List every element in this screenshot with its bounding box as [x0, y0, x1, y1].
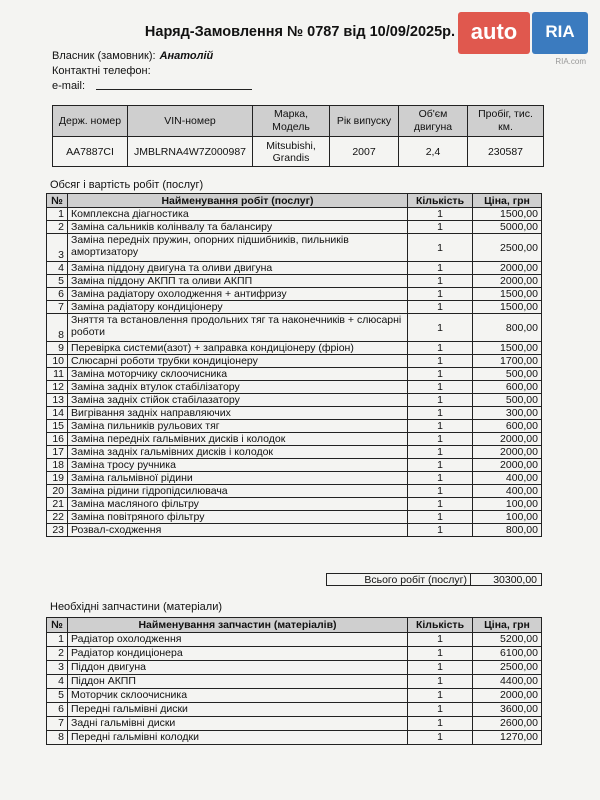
logo-subtext: RIA.com	[555, 57, 586, 66]
works-col-number: №	[47, 194, 68, 208]
row-name: Передні гальмівні колодки	[68, 731, 408, 745]
works-total-label: Всього робіт (послуг)	[326, 573, 471, 586]
parts-table-body	[47, 633, 542, 745]
row-price: 1500,00	[473, 288, 542, 301]
row-price: 300,00	[473, 407, 542, 420]
table-row	[47, 221, 542, 234]
vehicle-header-row	[53, 106, 544, 137]
plate-value: AA7887CI	[53, 137, 128, 167]
row-quantity: 1	[408, 234, 473, 262]
parts-col-qty: Кількість	[408, 618, 473, 633]
row-number: 13	[47, 394, 68, 407]
row-name: Радіатор кондиціонера	[68, 647, 408, 661]
row-price: 1270,00	[473, 731, 542, 745]
row-name: Заміна масляного фільтру	[68, 498, 408, 511]
parts-section-title: Необхідні запчастини (матеріали)	[50, 601, 223, 613]
row-quantity: 1	[408, 661, 473, 675]
parts-table	[46, 617, 542, 745]
table-row	[47, 647, 542, 661]
col-make-model: Марка, Модель	[253, 106, 330, 137]
row-name: Заміна задніх втулок стабілізатору	[68, 381, 408, 394]
row-quantity: 1	[408, 301, 473, 314]
col-mileage: Пробіг, тис. км.	[468, 106, 544, 137]
row-quantity: 1	[408, 314, 473, 342]
year-value: 2007	[330, 137, 399, 167]
row-price: 100,00	[473, 498, 542, 511]
row-quantity: 1	[408, 342, 473, 355]
logo-auto-part: auto	[458, 12, 530, 54]
row-name: Заміна рідини гідропідсилювача	[68, 485, 408, 498]
table-row	[47, 731, 542, 745]
row-price: 400,00	[473, 485, 542, 498]
table-row	[47, 342, 542, 355]
row-price: 400,00	[473, 472, 542, 485]
row-name: Заміна гальмівної рідини	[68, 472, 408, 485]
row-quantity: 1	[408, 511, 473, 524]
row-number: 10	[47, 355, 68, 368]
row-quantity: 1	[408, 647, 473, 661]
row-price: 100,00	[473, 511, 542, 524]
row-number: 8	[47, 314, 68, 342]
table-row	[47, 420, 542, 433]
vehicle-info-table	[52, 105, 544, 167]
table-row	[47, 524, 542, 537]
row-quantity: 1	[408, 381, 473, 394]
vin-value: JMBLRNA4W7Z000987	[128, 137, 253, 167]
table-row	[47, 675, 542, 689]
row-name: Заміна радіатору охолодження + антифризу	[68, 288, 408, 301]
col-plate: Держ. номер	[53, 106, 128, 137]
row-name: Заміна задніх стійок стабілазатору	[68, 394, 408, 407]
row-price: 5200,00	[473, 633, 542, 647]
table-row	[47, 381, 542, 394]
row-number: 9	[47, 342, 68, 355]
row-number: 8	[47, 731, 68, 745]
row-quantity: 1	[408, 420, 473, 433]
row-number: 19	[47, 472, 68, 485]
email-field	[52, 80, 85, 92]
logo-ria-part: RIA	[532, 12, 588, 54]
row-price: 2000,00	[473, 433, 542, 446]
row-number: 7	[47, 717, 68, 731]
table-row	[47, 407, 542, 420]
row-quantity: 1	[408, 485, 473, 498]
works-col-qty: Кількість	[408, 194, 473, 208]
row-price: 2000,00	[473, 459, 542, 472]
table-row	[47, 314, 542, 342]
table-row	[47, 689, 542, 703]
row-price: 2000,00	[473, 275, 542, 288]
row-name: Розвал-сходження	[68, 524, 408, 537]
row-quantity: 1	[408, 221, 473, 234]
row-name: Комплексна діагностика	[68, 208, 408, 221]
row-price: 600,00	[473, 381, 542, 394]
table-row	[47, 511, 542, 524]
row-name: Заміна передніх пружин, опорних підшибників, пильників амортизатору	[68, 234, 408, 262]
row-price: 1700,00	[473, 355, 542, 368]
row-name: Заміна сальників колінвалу та балансиру	[68, 221, 408, 234]
table-row	[47, 703, 542, 717]
row-number: 16	[47, 433, 68, 446]
table-row	[47, 288, 542, 301]
row-price: 600,00	[473, 420, 542, 433]
row-number: 3	[47, 234, 68, 262]
row-price: 2000,00	[473, 262, 542, 275]
phone-field	[52, 65, 151, 77]
row-price: 1500,00	[473, 342, 542, 355]
row-quantity: 1	[408, 498, 473, 511]
row-name: Радіатор охолодження	[68, 633, 408, 647]
email-label: e-mail:	[52, 80, 86, 92]
row-name: Заміна передніх гальмівних дисків і колодок	[68, 433, 408, 446]
row-number: 6	[47, 288, 68, 301]
row-quantity: 1	[408, 288, 473, 301]
works-col-name: Найменування робіт (послуг)	[68, 194, 408, 208]
works-table	[46, 193, 542, 537]
row-quantity: 1	[408, 689, 473, 703]
row-quantity: 1	[408, 446, 473, 459]
parts-col-price: Ціна, грн	[473, 618, 542, 633]
row-number: 15	[47, 420, 68, 433]
row-quantity: 1	[408, 717, 473, 731]
mileage-value: 230587	[468, 137, 544, 167]
row-price: 500,00	[473, 368, 542, 381]
engine-value: 2,4	[399, 137, 468, 167]
table-row	[47, 661, 542, 675]
vehicle-value-row	[53, 137, 544, 167]
row-number: 3	[47, 661, 68, 675]
table-row	[47, 472, 542, 485]
table-row	[47, 275, 542, 288]
table-row	[47, 208, 542, 221]
row-number: 14	[47, 407, 68, 420]
row-number: 1	[47, 633, 68, 647]
col-vin: VIN-номер	[128, 106, 253, 137]
table-row	[47, 394, 542, 407]
row-number: 4	[47, 675, 68, 689]
works-table-body	[47, 208, 542, 537]
row-number: 18	[47, 459, 68, 472]
row-price: 1500,00	[473, 301, 542, 314]
table-row	[47, 234, 542, 262]
table-row	[47, 717, 542, 731]
table-row	[47, 485, 542, 498]
row-number: 20	[47, 485, 68, 498]
row-name: Вигрівання задніх направляючих	[68, 407, 408, 420]
row-quantity: 1	[408, 731, 473, 745]
works-section-title: Обсяг і вартість робіт (послуг)	[50, 179, 204, 191]
row-quantity: 1	[408, 472, 473, 485]
row-number: 4	[47, 262, 68, 275]
table-row	[47, 301, 542, 314]
row-price: 800,00	[473, 524, 542, 537]
owner-field	[52, 50, 213, 62]
works-header-row	[47, 194, 542, 208]
row-name: Заміна повітряного фільтру	[68, 511, 408, 524]
row-price: 3600,00	[473, 703, 542, 717]
row-name: Заміна тросу ручника	[68, 459, 408, 472]
works-col-price: Ціна, грн	[473, 194, 542, 208]
page-title: Наряд-Замовлення № 0787 від 10/09/2025р.	[144, 24, 456, 40]
row-quantity: 1	[408, 208, 473, 221]
row-quantity: 1	[408, 459, 473, 472]
row-number: 2	[47, 221, 68, 234]
row-name: Заміна задніх гальмівних дисків і колодок	[68, 446, 408, 459]
email-underline	[96, 89, 252, 90]
row-price: 2600,00	[473, 717, 542, 731]
row-number: 11	[47, 368, 68, 381]
row-price: 1500,00	[473, 208, 542, 221]
phone-label: Контактні телефон:	[52, 65, 151, 77]
row-name: Заміна піддону двигуна та оливи двигуна	[68, 262, 408, 275]
row-number: 6	[47, 703, 68, 717]
row-quantity: 1	[408, 433, 473, 446]
row-quantity: 1	[408, 394, 473, 407]
row-quantity: 1	[408, 407, 473, 420]
row-name: Зняття та встановлення продольних тяг та наконечників + слюсарні роботи	[68, 314, 408, 342]
parts-header-row	[47, 618, 542, 633]
table-row	[47, 262, 542, 275]
owner-value: Анатолій	[159, 50, 214, 62]
row-number: 1	[47, 208, 68, 221]
row-quantity: 1	[408, 275, 473, 288]
row-quantity: 1	[408, 524, 473, 537]
row-name: Слюсарні роботи трубки кондиціонеру	[68, 355, 408, 368]
row-number: 22	[47, 511, 68, 524]
row-number: 23	[47, 524, 68, 537]
row-price: 800,00	[473, 314, 542, 342]
row-number: 2	[47, 647, 68, 661]
row-number: 12	[47, 381, 68, 394]
row-number: 17	[47, 446, 68, 459]
works-total-value: 30300,00	[471, 573, 542, 586]
owner-label: Власник (замовник):	[52, 50, 156, 62]
row-name: Заміна пильників рульових тяг	[68, 420, 408, 433]
works-total	[326, 573, 542, 587]
row-name: Передні гальмівні диски	[68, 703, 408, 717]
col-engine: Об'єм двигуна	[399, 106, 468, 137]
row-price: 2500,00	[473, 661, 542, 675]
row-quantity: 1	[408, 262, 473, 275]
make-model-value: Mitsubishi, Grandis	[253, 137, 330, 167]
row-name: Заміна піддону АКПП та оливи АКПП	[68, 275, 408, 288]
col-year: Рік випуску	[330, 106, 399, 137]
row-name: Заміна радіатору кондиціонеру	[68, 301, 408, 314]
row-name: Заміна моторчику склоочисника	[68, 368, 408, 381]
row-price: 500,00	[473, 394, 542, 407]
table-row	[47, 498, 542, 511]
row-number: 21	[47, 498, 68, 511]
row-price: 5000,00	[473, 221, 542, 234]
row-name: Моторчик склоочисника	[68, 689, 408, 703]
row-price: 2500,00	[473, 234, 542, 262]
table-row	[47, 355, 542, 368]
auto-ria-logo	[458, 12, 588, 66]
row-number: 5	[47, 275, 68, 288]
row-name: Піддон АКПП	[68, 675, 408, 689]
table-row	[47, 446, 542, 459]
row-name: Перевірка системи(азот) + заправка кондиціонеру (фріон)	[68, 342, 408, 355]
table-row	[47, 433, 542, 446]
row-quantity: 1	[408, 355, 473, 368]
row-quantity: 1	[408, 703, 473, 717]
row-quantity: 1	[408, 675, 473, 689]
row-quantity: 1	[408, 633, 473, 647]
row-price: 2000,00	[473, 689, 542, 703]
row-name: Задні гальмівні диски	[68, 717, 408, 731]
row-name: Піддон двигуна	[68, 661, 408, 675]
row-price: 6100,00	[473, 647, 542, 661]
row-price: 4400,00	[473, 675, 542, 689]
table-row	[47, 633, 542, 647]
row-price: 2000,00	[473, 446, 542, 459]
row-number: 5	[47, 689, 68, 703]
table-row	[47, 459, 542, 472]
row-number: 7	[47, 301, 68, 314]
parts-col-name: Найменування запчастин (матеріалів)	[68, 618, 408, 633]
row-quantity: 1	[408, 368, 473, 381]
table-row	[47, 368, 542, 381]
parts-col-number: №	[47, 618, 68, 633]
